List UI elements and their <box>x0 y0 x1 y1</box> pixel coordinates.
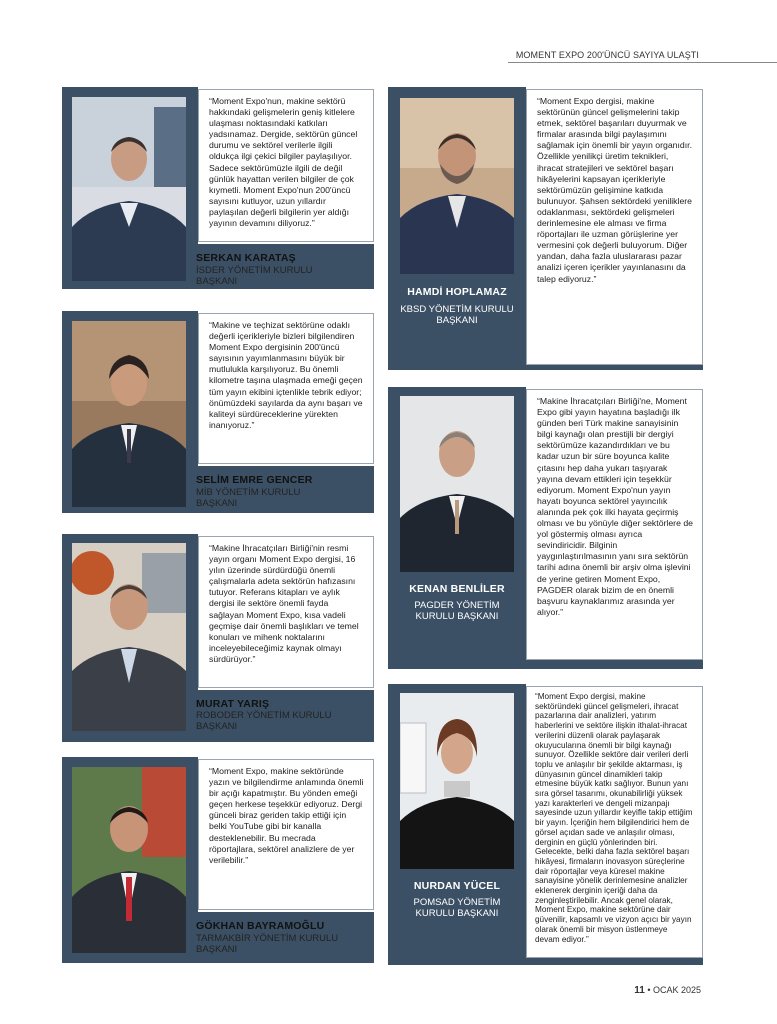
quote-box <box>526 389 703 660</box>
portrait-photo <box>400 693 514 869</box>
portrait-photo <box>72 97 186 281</box>
person-name: GÖKHAN BAYRAMOĞLU <box>196 920 325 932</box>
quote-text: “Moment Expo, makine sektöründe yazın ve bilgilendirme anlamında önemli bir açığı kapatmıştır. Bu yönden emeği geçen herkese teşekkür ediyoruz. Dergi günceli biraz geriden takip ettiği için belki YouTube gibi bir kanalla desteklenebilir. Bu mecrada röportajlara, sektörel analizlere de yer verilebilir.” <box>209 766 364 865</box>
person-name: SERKAN KARATAŞ <box>196 252 296 264</box>
person-role: MİB YÖNETİM KURULU BAŞKANI <box>196 487 301 509</box>
person-name: MURAT YARIŞ <box>196 698 270 710</box>
quote-box <box>526 686 703 958</box>
page-footer <box>634 985 701 996</box>
quote-box <box>198 536 374 688</box>
header-title: MOMENT EXPO 200'ÜNCÜ SAYIYA ULAŞTI <box>515 50 699 60</box>
portrait-photo <box>72 767 186 953</box>
person-name: NURDAN YÜCEL <box>413 880 501 892</box>
person-name: KENAN BENLİLER <box>409 583 505 595</box>
quote-text: “Moment Expo'nun, makine sektörü hakkındaki gelişmelerin geniş kitlelere ulaşması noktasındaki katkıları yadsınamaz. Dergide, sektörün güncel durumu ve sektörel verilerle ilgili oldukça ilgi çekici bilgiler paylaşılıyor. Sadece sektörümüzle ilgili de değil günlük hayattan verilen bilgiler de çok kıymetli. Moment Expo'nun 200'üncü sayısını kutluyor, uzun yıllardır paylaşılan değerli bilgilerin yer aldığı yayının devamını diliyoruz.” <box>209 96 358 229</box>
person-role: POMSAD YÖNETİM KURULU BAŞKANI <box>413 897 501 919</box>
issue-date: OCAK 2025 <box>652 985 701 995</box>
person-role: KBSD YÖNETİM KURULU BAŞKANI <box>400 304 514 326</box>
portrait-photo <box>72 543 186 731</box>
header-rule <box>508 62 777 63</box>
quote-text: “Moment Expo dergisi, makine sektörünün güncel gelişmelerini takip etmek, sektörel başarıları duyurmak ve firmalar arasında bilgi paylaşımını sağlamak için önemli bir yayın organıdır. Özellikle yenilikçi üretim teknikleri, ihracat stratejileri ve sektörel başarı hikâyelerini kapsayan içerikleriyle sektörümüzün gelişimine katkıda bulunuyor. Şahsen sektördeki yeniliklere odaklanması, sektördeki gelişmeleri derinlemesine ele alması ve firma röportajları ile uzman görüşlerine yer vermesini çok değerli buluyorum. Diğer yandan, daha fazla uluslararası pazar analizi içeren içerikler yayınlanasını da talep ediyoruz.” <box>537 96 693 284</box>
quote-text: “Makine İhracatçıları Birliği'nin resmi yayın organı Moment Expo dergisi, 16 yılın üzerinde sürdürdüğü önemli çalışmalarla adeta sektörün hafızasını tutuyor. Referans kitapları ve aylık dergisi ile sektöre önemli fayda sağlayan Moment Expo, kısa vadeli geçmişe dair önemli başlıkları ve temel konuları ve mihenk noktalarını inceleyebileceğimiz kaynak olmayı sürdürüyor.” <box>209 543 359 664</box>
person-role: PAGDER YÖNETİM KURULU BAŞKANI <box>414 600 500 622</box>
page-number: 11 <box>634 985 645 996</box>
footer-bullet: • <box>647 985 653 995</box>
portrait-photo <box>72 321 186 507</box>
person-role: ROBODER YÖNETİM KURULU BAŞKANI <box>196 710 332 732</box>
quote-text: “Makine ve teçhizat sektörüne odaklı değerli içerikleriyle bizleri bilgilendiren Moment Expo dergisinin 200'üncü sayısının yayımlanmasını büyük bir mutlulukla karşılıyoruz. Bu önemli kilometre taşına ulaşmada emeği geçen tüm yayın ekibini içtenlikle tebrik ediyor; önümüzdeki sayılarda da aynı başarı ve kaliteyi sürdüreceklerine yürekten inanıyoruz.” <box>209 320 363 430</box>
person-name: SELİM EMRE GENCER <box>196 474 313 486</box>
person-role: TARMAKBİR YÖNETİM KURULU BAŞKANI <box>196 933 339 955</box>
card-background-lower <box>388 660 703 669</box>
quote-box <box>526 89 703 365</box>
quote-box <box>198 759 374 910</box>
person-role: İSDER YÖNETİM KURULU BAŞKANI <box>196 265 313 287</box>
portrait-photo <box>400 396 514 572</box>
person-name: HAMDİ HOPLAMAZ <box>407 286 507 298</box>
portrait-photo <box>400 98 514 274</box>
quote-text: “Moment Expo dergisi, makine sektöründeki güncel gelişmeleri, ihracat pazarlarına dair analizleri, yatırım haberlerini ve sektöre ilişkin ithalat-ihracat verilerini düzenli olarak paylaşarak okuyucularına önemli bir bilgi kaynağı sunuyor. Özellikle sektöre dair verileri derli toplu ve anlaşılır bir şekilde aktarması, iş dünyasının güncel dinamikleri takip etmesine büyük katkı sağlıyor. Bunun yanı sıra görsel tasarımı, okunabilirliği yüksek yazı karakterleri ve dengeli mizanpajı sayesinde uzun yıllardır keyifle takip ettiğim bir yayın. İçeriğin hem bilgilendirici hem de görsel açıdan sade ve anlaşılır olması, derginin en güçlü yönlerinden biri. Gelecekte, belki daha fazla sektörel başarı hikâyesi, firmaların inovasyon süreçlerine dair röportajlar veya küresel makine sanayisine yönelik derinlemesine analizler eklenerek derginin içeriği daha da zenginleştirilebilir. Ancak genel olarak, Moment Expo, makine sektörüne dair güvenilir, kapsamlı ve vizyon açıcı bir yayın olarak önemli bir misyon üstlenmeye devam ediyor.” <box>535 692 693 944</box>
quote-box <box>198 89 374 242</box>
quote-text: “Makine İhracatçıları Birliği'ne, Moment Expo gibi yayın hayatına başladığı ilk günden beri Türk makine sanayisinin bilgi kaynağı olan prestijli bir dergiyi sektörümüze kazandırdıkları ve bu kadar uzun bir süre boyunca kalite çıtasını hep daha yukarı taşıyarak yayına devam ettikleri için teşekkür ediyorum. Moment Expo'nun yayın hayatı boyunca sektörel yayıncılık alanında pek çok ilki hayata geçirmiş olması ve bu yönüyle diğer sektörlere de yol göstermiş olması ayrıca sevindiricidir. Bilginin yaygınlaştırılmasının yanı sıra sektörün tarihi adına önemli bir arşiv olma işlevini de yerine getiren Moment Expo, PAGDER olarak bizim de en önemli başvuru kaynaklarımız arasında yer alıyor.” <box>537 396 693 617</box>
quote-box <box>198 313 374 464</box>
